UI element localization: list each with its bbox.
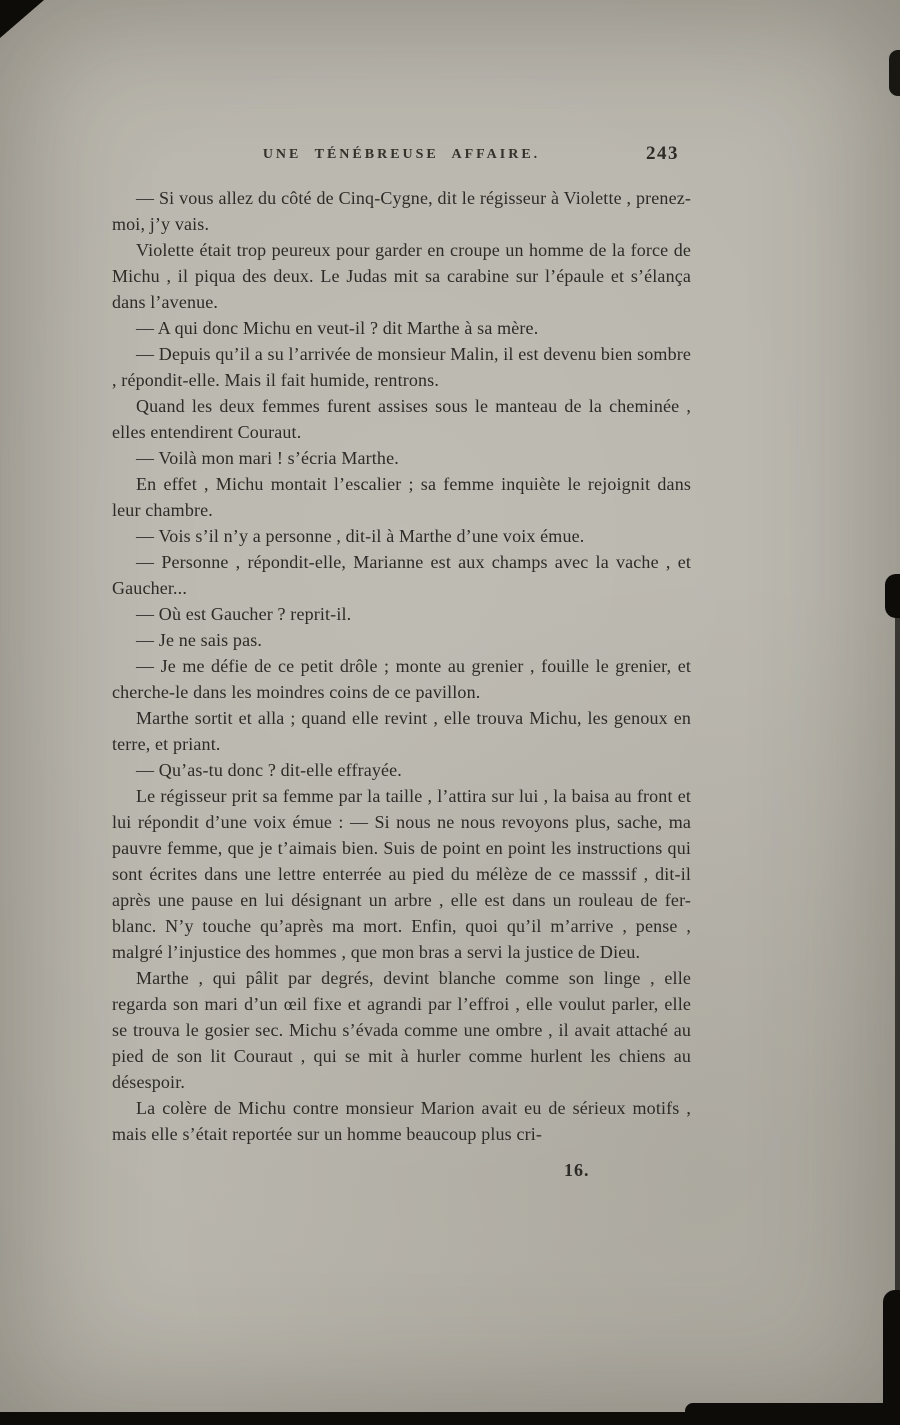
paragraph: En effet , Michu montait l’escalier ; sa femme inquiète le rejoignit dans leur chambre. — [112, 474, 691, 520]
paragraph: — Où est Gaucher ? reprit-il. — [136, 604, 352, 624]
paragraph: — Qu’as-tu donc ? dit-elle effrayée. — [136, 760, 402, 780]
paragraph: Marthe sortit et alla ; quand elle revint , elle trouva Michu, les genoux en terre, et priant. — [112, 708, 691, 754]
scan-artifact-strip-bottom-right — [685, 1403, 900, 1425]
paragraph: — Vois s’il n’y a personne , dit-il à Marthe d’une voix émue. — [136, 526, 585, 546]
paragraph: — A qui donc Michu en veut-il ? dit Marthe à sa mère. — [136, 318, 539, 338]
signature-number: 16. — [564, 1160, 590, 1180]
paragraph: — Depuis qu’il a su l’arrivée de monsieur Malin, il est devenu bien sombre , répondit-elle. Mais il fait humide, rentrons. — [112, 344, 691, 390]
paragraph: — Personne , répondit-elle, Marianne est aux champs avec la vache , et Gaucher... — [112, 552, 691, 598]
paragraph: Violette était trop peureux pour garder en croupe un homme de la force de Michu , il piqua des deux. Le Judas mit sa carabine sur l’épaule et s’élança dans l’avenue. — [112, 240, 691, 312]
running-title: UNE TÉNÉBREUSE AFFAIRE. — [262, 147, 541, 162]
paragraph: — Je ne sais pas. — [136, 630, 263, 650]
scan-artifact-blob-right — [885, 574, 900, 618]
paragraph: — Si vous allez du côté de Cinq-Cygne, dit le régisseur à Violette , prenez-moi, j’y vais. — [112, 188, 691, 234]
paragraph: Le régisseur prit sa femme par la taille , l’attira sur lui , la baisa au front et lui répondit d’une voix émue : — Si nous ne nous revoyons plus, sache, ma pauvre femme, que je t’aimais bien. Suis de point en point les instructions qui sont écrites dans une lettre enterrée au pied du mélèze de ce masssif , dit-il après une pause en lui désignant un arbre , elle est dans un rouleau de fer-blanc. N’y touche qu’après ma mort. Enfin, quoi qu’il m’arrive , pense , malgré l’injustice des hommes , que mon bras a servi la justice de Dieu. — [112, 786, 691, 962]
page-header — [112, 143, 691, 173]
scan-artifact-edge-top-right — [889, 50, 900, 96]
paragraph: Marthe , qui pâlit par degrés, devint blanche comme son linge , elle regarda son mari d’un œil fixe et agrandi par l’effroi , elle voulut parler, elle se trouva le gosier sec. Michu s’évada comme une ombre , il avait attaché au pied de son lit Couraut , qui se mit à hurler comme hurlent les chiens au désespoir. — [112, 968, 691, 1092]
page-content — [112, 143, 691, 1181]
scan-artifact-corner-top-left — [0, 0, 44, 38]
page-number: 243 — [646, 143, 679, 164]
paragraph: — Voilà mon mari ! s’écria Marthe. — [136, 448, 399, 468]
paragraph: La colère de Michu contre monsieur Marion avait eu de sérieux motifs , mais elle s’était reportée sur un homme beaucoup plus cri- — [112, 1098, 691, 1144]
paragraph: Quand les deux femmes furent assises sous le manteau de la cheminée , elles entendirent Couraut. — [112, 396, 691, 442]
page-text — [112, 185, 691, 1147]
paragraph: — Je me défie de ce petit drôle ; monte au grenier , fouille le grenier, et cherche-le dans les moindres coins de ce pavillon. — [112, 656, 691, 702]
